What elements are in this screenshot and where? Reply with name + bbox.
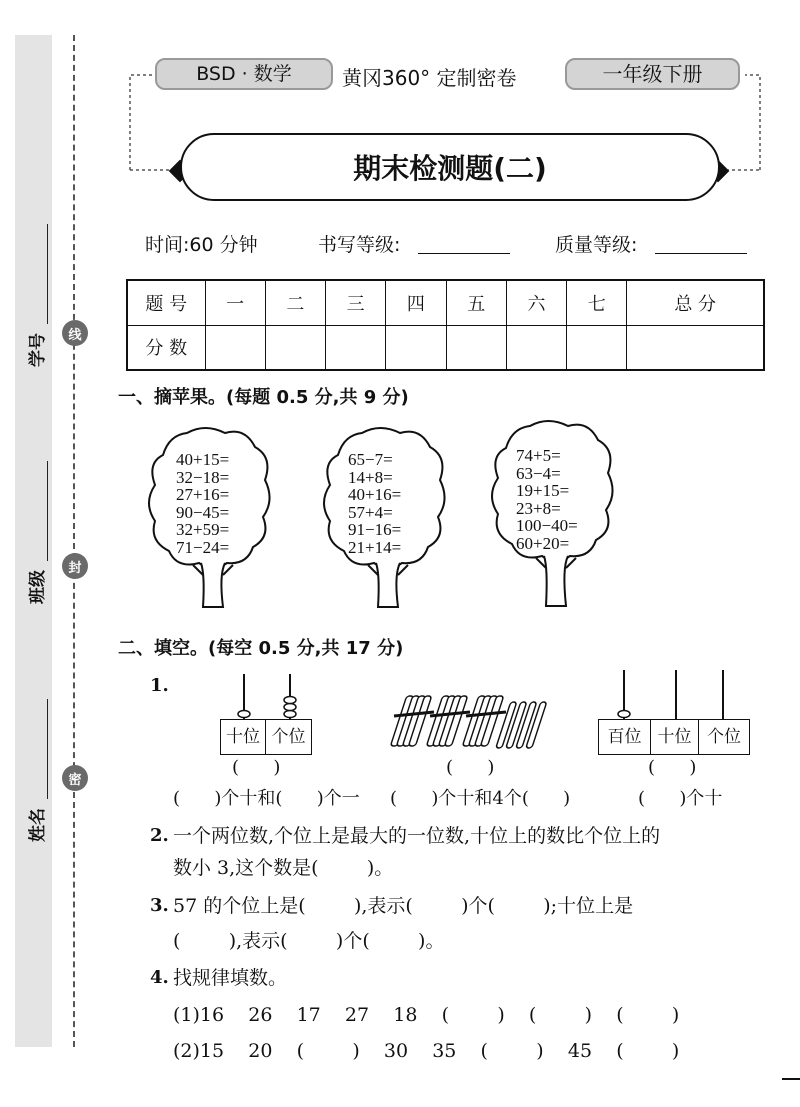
subject-pill: BSD · 数学: [155, 58, 333, 90]
score-cell[interactable]: [205, 325, 265, 370]
section1-heading: 一、摘苹果。(每题 0.5 分,共 9 分): [118, 387, 409, 408]
equation: 57+4=: [348, 502, 393, 522]
col-header: 三: [326, 280, 386, 325]
tree-1-equations: [176, 451, 229, 556]
equation: 100−40=: [516, 516, 578, 535]
class-label: 班级: [28, 570, 48, 604]
q3-number: 3.: [150, 895, 169, 916]
q1-fill-a[interactable]: ( )个十和( )个一: [173, 788, 360, 809]
equation: 90−45=: [176, 502, 230, 522]
score-cell[interactable]: [506, 325, 566, 370]
seal-feng: 封: [62, 553, 88, 579]
equation: 23+8=: [516, 498, 561, 518]
section2-heading: 二、填空。(每空 0.5 分,共 17 分): [118, 638, 404, 659]
q4-row2[interactable]: (2)15 20 ( ) 30 35 ( ) 45 ( ): [173, 1040, 680, 1062]
abacus-1-rods: [220, 672, 315, 720]
tree-3-equations: [516, 447, 578, 552]
name-field: [23, 692, 47, 842]
q4-number: 4.: [150, 967, 169, 988]
equation: 40+16=: [348, 485, 402, 504]
col-header-total: 总 分: [627, 280, 764, 325]
equation: 65−7=: [348, 450, 393, 469]
score-cell[interactable]: [567, 325, 627, 370]
seal-mi: 密: [62, 765, 88, 791]
place-tens: 十位: [651, 720, 699, 754]
class-blank[interactable]: [47, 461, 48, 561]
q4-title: 找规律填数。: [173, 967, 288, 989]
time-info: 时间:60 分钟: [145, 234, 258, 256]
q1-fill-b[interactable]: ( )个十和4个( ): [390, 788, 571, 809]
writing-grade-label: 书写等级:: [318, 234, 401, 256]
tree-2-equations: [348, 451, 401, 556]
grade-pill: 一年级下册: [565, 58, 740, 90]
q2-line2[interactable]: 数小 3,这个数是( )。: [173, 857, 394, 879]
place-ones: 个位: [707, 727, 741, 747]
abacus-1-answer[interactable]: ( ): [232, 757, 281, 778]
stick-bundles: [388, 692, 553, 754]
col-header: 一: [205, 280, 265, 325]
row-label-score: 分 数: [127, 325, 205, 370]
score-table: [126, 279, 765, 371]
equation: 19+15=: [516, 481, 570, 500]
name-blank[interactable]: [47, 699, 48, 799]
equation: 63−4=: [516, 463, 561, 483]
equation: 40+15=: [176, 450, 230, 469]
abacus-2-rods: [598, 668, 750, 720]
q3-line1[interactable]: 57 的个位上是( ),表示( )个( );十位上是: [173, 895, 634, 917]
col-header: 六: [506, 280, 566, 325]
abacus-2-place-box: [598, 719, 750, 755]
place-hundreds: 百位: [599, 720, 651, 754]
writing-grade-blank[interactable]: [418, 230, 510, 254]
equation: 74+5=: [516, 446, 561, 465]
score-cell[interactable]: [265, 325, 325, 370]
col-header: 四: [386, 280, 446, 325]
q2-number: 2.: [150, 825, 169, 846]
q2-line1: 一个两位数,个位上是最大的一位数,十位上的数比个位上的: [173, 825, 661, 847]
cut-line: [73, 35, 75, 1047]
equation: 14+8=: [348, 467, 393, 487]
name-label: 姓名: [28, 808, 48, 842]
col-header: 二: [265, 280, 325, 325]
q3-line2[interactable]: ( ),表示( )个( )。: [173, 930, 445, 952]
equation: 60+20=: [516, 533, 570, 553]
equation: 21+14=: [348, 537, 402, 557]
place-ones: 个位: [271, 727, 306, 747]
score-table-header-row: [127, 280, 764, 325]
sticks-answer[interactable]: ( ): [446, 757, 495, 778]
class-field: [23, 454, 47, 604]
equation: 27+16=: [176, 485, 230, 504]
equation: 91−16=: [348, 520, 402, 539]
page-edge-mark: [782, 1078, 800, 1080]
quality-grade-label: 质量等级:: [555, 234, 638, 256]
place-tens: 十位: [221, 720, 266, 754]
student-id-field: [23, 217, 47, 367]
row-label-question: 题 号: [127, 280, 205, 325]
col-header: 七: [567, 280, 627, 325]
quality-grade-blank[interactable]: [655, 230, 747, 254]
page-title: 期末检测题(二): [180, 133, 720, 201]
equation: 71−24=: [176, 537, 230, 557]
q4-row1[interactable]: (1)16 26 17 27 18 ( ) ( ) ( ): [173, 1004, 680, 1026]
score-cell-total[interactable]: [627, 325, 764, 370]
q1-fill-c[interactable]: ( )个十: [638, 788, 723, 809]
abacus-1-place-box: [220, 719, 312, 755]
col-header: 五: [446, 280, 506, 325]
abacus-2-answer[interactable]: ( ): [648, 757, 697, 778]
q1-number: 1.: [150, 675, 169, 696]
student-id-blank[interactable]: [47, 224, 48, 324]
equation: 32+59=: [176, 520, 230, 539]
score-cell[interactable]: [386, 325, 446, 370]
equation: 32−18=: [176, 467, 230, 487]
score-cell[interactable]: [326, 325, 386, 370]
series-name: 黄冈360° 定制密卷: [342, 66, 517, 90]
student-id-label: 学号: [28, 333, 48, 367]
seal-xian: 线: [62, 320, 88, 346]
score-table-score-row: [127, 325, 764, 370]
score-cell[interactable]: [446, 325, 506, 370]
